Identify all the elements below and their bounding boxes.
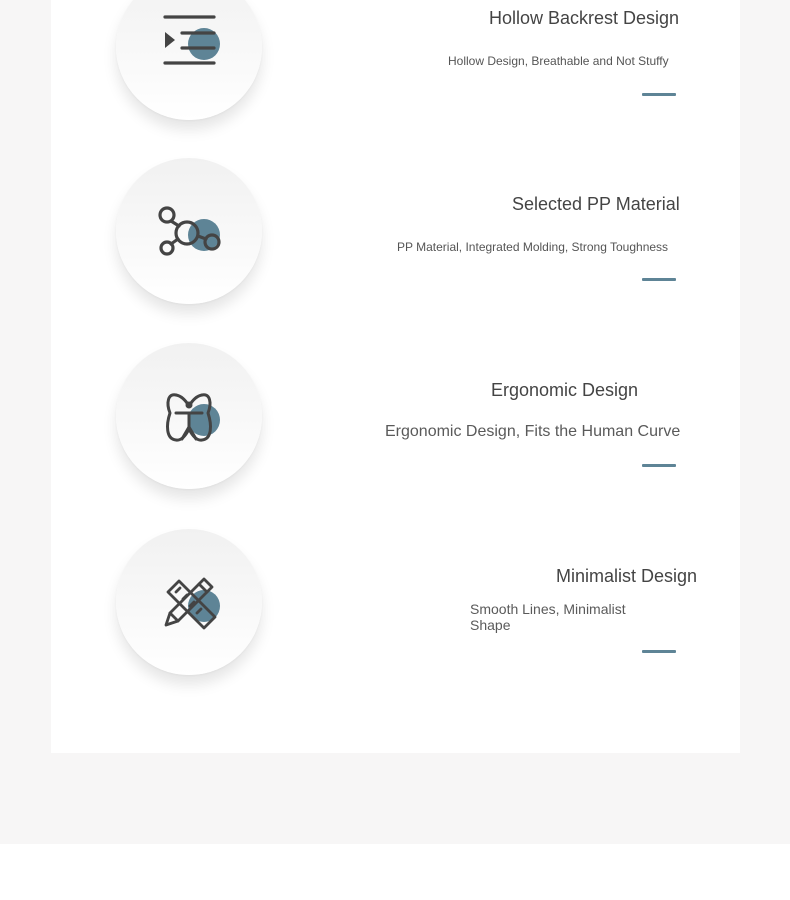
accent-line bbox=[642, 93, 676, 96]
feature-icon-circle bbox=[116, 0, 262, 120]
accent-line bbox=[642, 464, 676, 467]
feature-item-hollow-backrest bbox=[51, 0, 740, 166]
feature-item-pp-material bbox=[51, 166, 740, 352]
feature-description: PP Material, Integrated Molding, Strong Toughness bbox=[397, 240, 669, 254]
feature-icon-circle bbox=[116, 158, 262, 304]
feature-title: Ergonomic Design bbox=[491, 380, 639, 400]
accent-line bbox=[642, 650, 676, 653]
feature-item-minimalist bbox=[51, 538, 740, 724]
feature-title: Hollow Backrest Design bbox=[489, 8, 680, 28]
feature-title: Selected PP Material bbox=[512, 194, 680, 214]
indent-list-icon bbox=[116, 0, 262, 120]
feature-title: Minimalist Design bbox=[556, 566, 698, 586]
ergonomic-figure-icon bbox=[116, 343, 262, 489]
feature-item-ergonomic bbox=[51, 352, 740, 538]
feature-description: Smooth Lines, Minimalist Shape bbox=[470, 601, 626, 633]
molecule-nodes-icon bbox=[116, 158, 262, 304]
features-card bbox=[51, 0, 740, 753]
feature-icon-circle bbox=[116, 529, 262, 675]
feature-icon-circle bbox=[116, 343, 262, 489]
feature-description: Ergonomic Design, Fits the Human Curve bbox=[385, 423, 681, 440]
pencil-ruler-icon bbox=[116, 529, 262, 675]
feature-description: Hollow Design, Breathable and Not Stuffy bbox=[448, 54, 669, 68]
accent-line bbox=[642, 278, 676, 281]
